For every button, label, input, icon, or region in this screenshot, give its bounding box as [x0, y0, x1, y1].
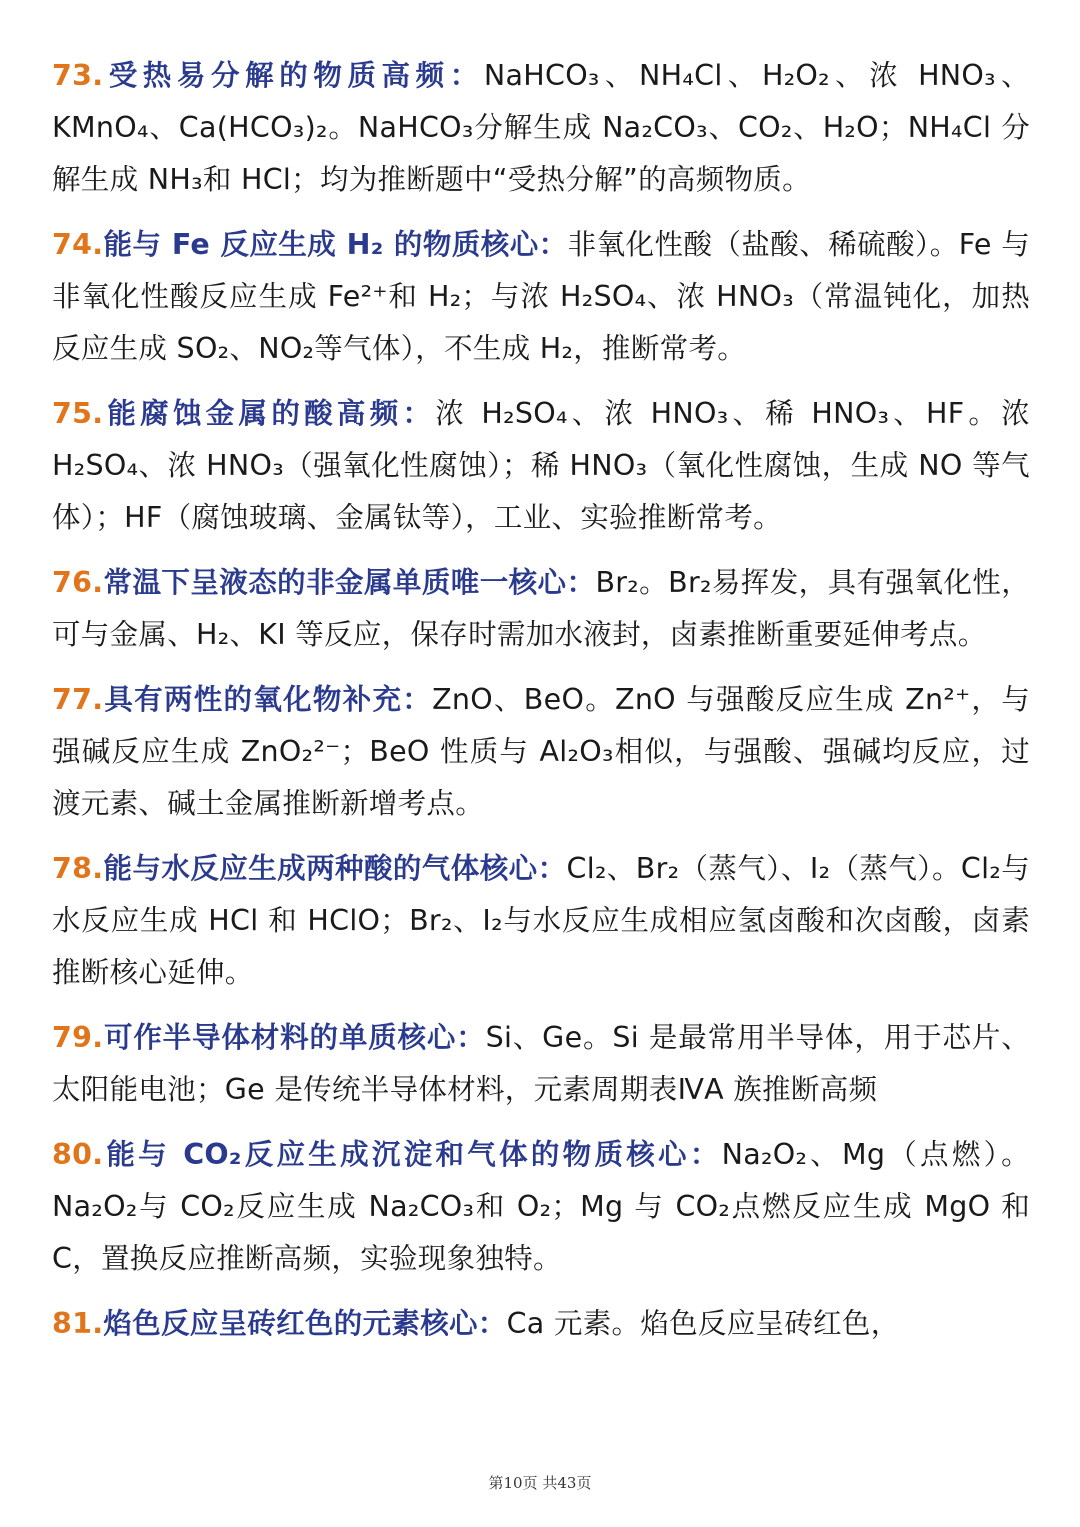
item-body: Br₂。Br₂易挥发，具有强氧化性，可与金属、H₂、KI 等反应，保存时需加水液封，卤素推断重要延伸考点。 [52, 566, 1030, 651]
item-heading: 常温下呈液态的非金属单质唯一核心： [103, 566, 596, 599]
list-item [52, 1298, 1030, 1350]
list-item [52, 388, 1030, 544]
item-number: 75. [52, 397, 104, 430]
item-number: 78. [52, 852, 104, 885]
list-item [52, 219, 1030, 375]
item-body: NaHCO₃、NH₄Cl、H₂O₂、浓 HNO₃、KMnO₄、Ca(HCO₃)₂。NaHCO₃分解生成 Na₂CO₃、CO₂、H₂O；NH₄Cl 分解生成 NH₃和 HCl；均为推断题中“受热分解”的高频物质。 [52, 59, 1030, 196]
item-number: 74. [52, 228, 104, 261]
item-number: 79. [52, 1021, 104, 1054]
item-body: Si、Ge。Si 是最常用半导体，用于芯片、太阳能电池；Ge 是传统半导体材料，元素周期表ⅣA 族推断高频 [52, 1021, 1030, 1106]
list-item [52, 843, 1030, 999]
item-number: 76. [52, 566, 104, 599]
item-heading: 能与水反应生成两种酸的气体核心： [103, 852, 567, 885]
item-number: 73. [52, 59, 104, 92]
item-heading: 具有两性的氧化物补充： [103, 683, 433, 716]
item-heading: 焰色反应呈砖红色的元素核心： [103, 1307, 507, 1340]
page-number: 第10页 共43页 [488, 1474, 592, 1492]
item-heading: 可作半导体材料的单质核心： [103, 1021, 486, 1054]
item-body: 浓 H₂SO₄、浓 HNO₃、稀 HNO₃、HF。浓 H₂SO₄、浓 HNO₃（强氧化性腐蚀）；稀 HNO₃（氧化性腐蚀，生成 NO 等气体）；HF（腐蚀玻璃、金属钛等），工业、实验推断常考。 [52, 397, 1030, 534]
list-item [52, 674, 1030, 830]
list-item [52, 1129, 1030, 1285]
item-heading: 能腐蚀金属的酸高频： [103, 397, 436, 430]
item-heading: 能与 CO₂反应生成沉淀和气体的物质核心： [103, 1138, 722, 1171]
item-number: 77. [52, 683, 104, 716]
list-item [52, 1012, 1030, 1116]
item-heading: 受热易分解的物质高频： [103, 59, 484, 92]
item-heading: 能与 Fe 反应生成 H₂ 的物质核心： [103, 228, 568, 261]
item-body: Ca 元素。焰色反应呈砖红色， [506, 1307, 900, 1340]
item-number: 80. [52, 1138, 104, 1171]
list-item [52, 557, 1030, 661]
item-body: Cl₂、Br₂（蒸气）、I₂（蒸气）。Cl₂与水反应生成 HCl 和 HClO；Br₂、I₂与水反应生成相应氢卤酸和次卤酸，卤素推断核心延伸。 [52, 852, 1030, 989]
item-number: 81. [52, 1307, 104, 1340]
item-body: Na₂O₂、Mg（点燃）。Na₂O₂与 CO₂反应生成 Na₂CO₃和 O₂；Mg 与 CO₂点燃反应生成 MgO 和 C，置换反应推断高频，实验现象独特。 [52, 1138, 1030, 1275]
document-page [52, 50, 1030, 1363]
item-body: 非氧化性酸（盐酸、稀硫酸）。Fe 与非氧化性酸反应生成 Fe²⁺和 H₂；与浓 H₂SO₄、浓 HNO₃（常温钝化，加热反应生成 SO₂、NO₂等气体），不生成 H₂，推断常考。 [52, 228, 1030, 365]
item-body: ZnO、BeO。ZnO 与强酸反应生成 Zn²⁺，与强碱反应生成 ZnO₂²⁻；BeO 性质与 Al₂O₃相似，与强酸、强碱均反应，过渡元素、碱土金属推断新增考点。 [52, 683, 1030, 820]
list-item [52, 50, 1030, 206]
